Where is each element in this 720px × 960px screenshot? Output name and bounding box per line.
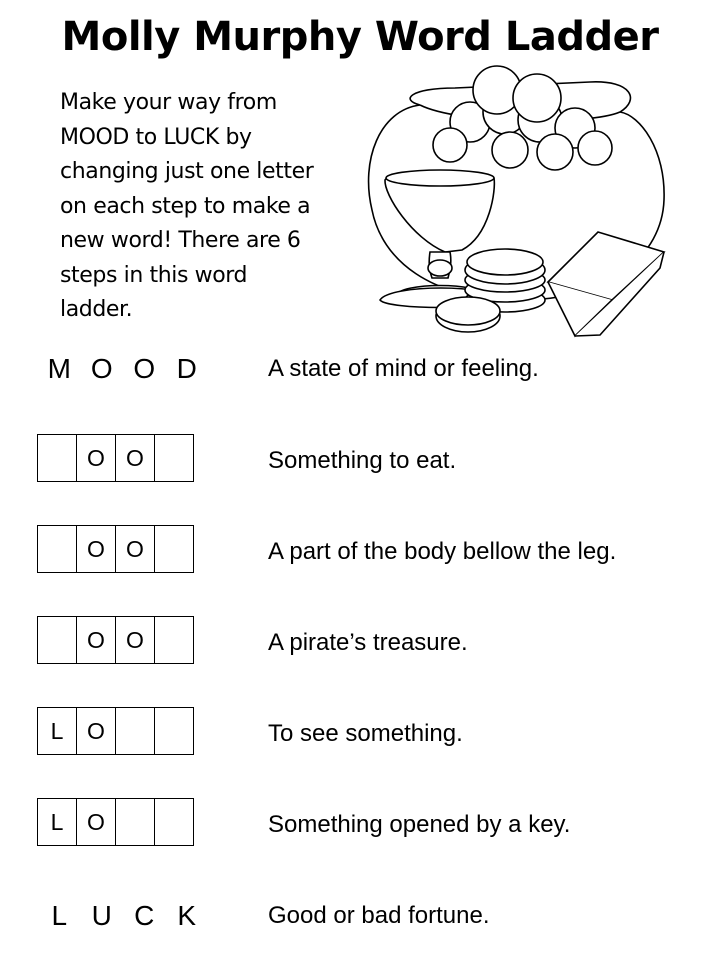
letter-box[interactable]: O xyxy=(76,616,116,664)
letter-boxes xyxy=(37,525,199,573)
instructions-line: on each step to make a xyxy=(60,193,311,219)
letter-boxes xyxy=(37,798,199,846)
instructions xyxy=(60,86,345,328)
letter-box[interactable] xyxy=(37,616,77,664)
instructions-line: Make your way from xyxy=(60,90,277,115)
clue-text: A state of mind or feeling. xyxy=(268,355,539,382)
letter-boxes xyxy=(37,434,199,482)
word-letter: D xyxy=(176,353,197,384)
letter-boxes xyxy=(37,707,199,755)
pot-of-gold-icon xyxy=(360,62,672,340)
letter-box[interactable]: L xyxy=(37,798,77,846)
clue-text: A part of the body bellow the leg. xyxy=(268,538,617,565)
clue-text: Something opened by a key. xyxy=(268,811,571,838)
instructions-line: new word! There are 6 xyxy=(60,228,301,253)
letter-box[interactable] xyxy=(154,434,194,482)
word-letter: O xyxy=(133,353,156,384)
letter-box[interactable] xyxy=(115,798,155,846)
clue-text: A pirate’s treasure. xyxy=(268,629,468,656)
page-title: Molly Murphy Word Ladder xyxy=(61,14,659,60)
instructions-line: steps in this word xyxy=(60,262,248,288)
word-letter: L xyxy=(51,900,68,931)
letter-box[interactable]: O xyxy=(76,525,116,573)
letter-box[interactable]: O xyxy=(76,798,116,846)
letter-box[interactable]: O xyxy=(76,707,116,755)
instructions-line: ladder. xyxy=(60,297,133,322)
letter-box[interactable]: O xyxy=(115,616,155,664)
start-word xyxy=(38,349,208,389)
letter-box[interactable]: L xyxy=(37,707,77,755)
letter-boxes xyxy=(37,616,199,664)
word-letter: M xyxy=(47,353,71,384)
letter-box[interactable] xyxy=(37,434,77,482)
letter-box[interactable] xyxy=(154,798,194,846)
letter-box[interactable] xyxy=(154,525,194,573)
word-letter: K xyxy=(177,900,197,931)
letter-box[interactable]: O xyxy=(115,525,155,573)
word-letter: U xyxy=(91,900,112,931)
instructions-line: changing just one letter xyxy=(60,159,314,184)
letter-box[interactable]: O xyxy=(76,434,116,482)
letter-box[interactable] xyxy=(154,707,194,755)
clue-text: To see something. xyxy=(268,720,463,747)
end-word xyxy=(38,896,208,936)
word-letter: O xyxy=(90,353,113,384)
letter-box[interactable] xyxy=(154,616,194,664)
clue-text: Something to eat. xyxy=(268,447,457,474)
letter-box[interactable] xyxy=(115,707,155,755)
letter-box[interactable] xyxy=(37,525,77,573)
clue-text: Good or bad fortune. xyxy=(268,902,490,929)
letter-box[interactable]: O xyxy=(115,434,155,482)
word-letter: C xyxy=(134,900,155,931)
instructions-line: MOOD to LUCK by xyxy=(60,124,252,150)
